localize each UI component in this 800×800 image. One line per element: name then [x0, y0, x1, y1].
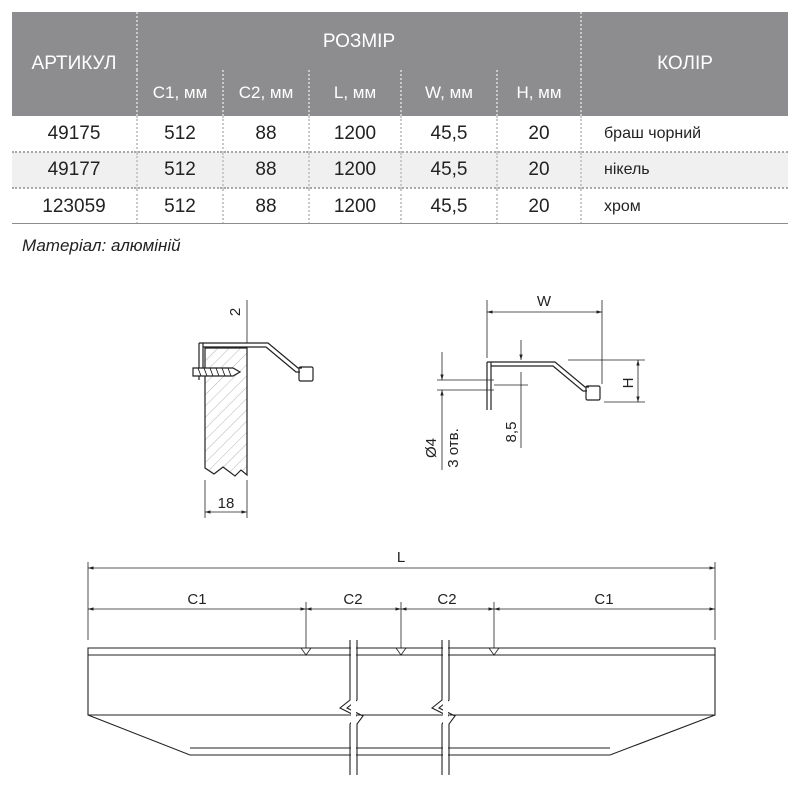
c1-left-label: C1 [187, 591, 207, 608]
cell-h: 20 [497, 188, 581, 224]
width-label: W [536, 293, 552, 310]
c2-left-label: C2 [343, 591, 363, 608]
board-section [205, 348, 247, 476]
offset-label: 8,5 [503, 421, 520, 443]
cell-article: 49177 [12, 152, 137, 188]
handle-tip [299, 367, 313, 381]
height-label: H [620, 377, 637, 389]
hole-diameter-label: Ø4 [423, 437, 440, 459]
c1-right-label: C1 [594, 591, 614, 608]
cell-c1: 512 [137, 152, 223, 188]
cell-c1: 512 [137, 188, 223, 224]
cell-c2: 88 [223, 188, 309, 224]
header-article: АРТИКУЛ [12, 12, 137, 116]
cell-article: 49175 [12, 116, 137, 152]
header-c2: C2, мм [223, 70, 309, 116]
cell-article: 123059 [12, 188, 137, 224]
cell-c2: 88 [223, 116, 309, 152]
cell-h: 20 [497, 116, 581, 152]
c2-right-label: C2 [437, 591, 457, 608]
cell-color: нікель [581, 152, 788, 188]
cell-color: браш чорний [581, 116, 788, 152]
front-view [88, 562, 715, 775]
cell-h: 20 [497, 152, 581, 188]
profile-tip [586, 386, 600, 400]
header-l: L, мм [309, 70, 401, 116]
header-c1: C1, мм [137, 70, 223, 116]
cell-c2: 88 [223, 152, 309, 188]
cell-w: 45,5 [401, 188, 497, 224]
profile-outline [487, 362, 589, 410]
cell-l: 1200 [309, 188, 401, 224]
board-thickness-label: 18 [217, 495, 235, 512]
cell-c1: 512 [137, 116, 223, 152]
side-view [193, 300, 313, 518]
holes-count-label: 3 отв. [445, 428, 462, 468]
material-note: Матеріал: алюміній [22, 236, 181, 255]
header-size-group: РОЗМІР [137, 12, 581, 70]
length-label: L [396, 549, 406, 566]
cell-color: хром [581, 188, 788, 224]
thickness-label: 2 [227, 307, 244, 317]
header-h: H, мм [497, 70, 581, 116]
cell-l: 1200 [309, 116, 401, 152]
header-color: КОЛІР [581, 12, 788, 116]
header-w: W, мм [401, 70, 497, 116]
profile-view [437, 300, 645, 470]
cell-l: 1200 [309, 152, 401, 188]
cell-w: 45,5 [401, 152, 497, 188]
cell-w: 45,5 [401, 116, 497, 152]
handle-body [88, 648, 715, 755]
